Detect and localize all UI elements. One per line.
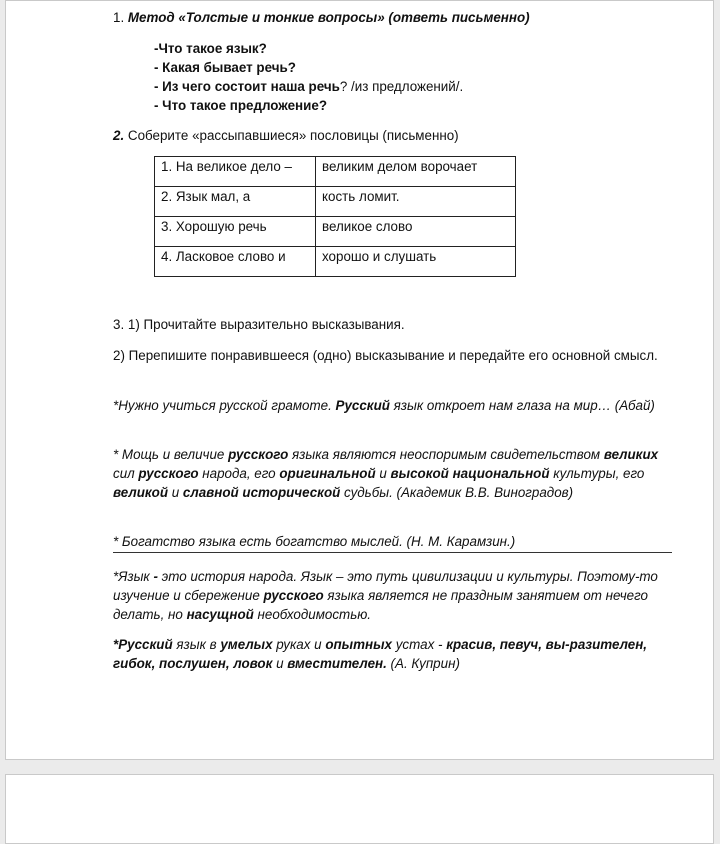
proverb-start-2: 2. Язык мал, а [155,187,316,217]
quote-abai: *Нужно учиться русской грамоте. Русский язык откроет нам глаза на мир… (Абай) [113,398,655,413]
document-page-1 [5,0,714,760]
proverbs-table [154,156,516,277]
task1-title: Метод «Толстые и тонкие вопросы» (ответь письменно) [127,10,530,25]
task3-instruction-2: 2) Перепишите понравившееся (одно) высказывание и передайте его основной смысл. [113,348,658,363]
task1-number: 1. [113,10,125,25]
task1-question-4: - Что такое предложение? [154,98,328,113]
task1-question-3-suffix: ? /из предложений/. [339,79,464,94]
proverb-end-2: кость ломит. [316,187,516,217]
proverb-end-1: великим делом ворочает [316,157,516,187]
table-row [155,247,516,277]
task2-number: 2. [113,128,125,143]
task1-question-2: - Какая бывает речь? [154,60,296,75]
horizontal-rule [113,552,672,553]
task1-question-3: - Из чего состоит наша речь [154,79,340,94]
table-row [155,157,516,187]
proverb-end-3: великое слово [316,217,516,247]
quote-karamzin: * Богатство языка есть богатство мыслей. (Н. М. Карамзин.) [113,534,516,549]
task2-title: Соберите «рассыпавшиеся» пословицы (письменно) [127,128,459,143]
table-row [155,217,516,247]
quote-history: *Язык - это история народа. Язык – это путь цивилизации и культуры. Поэтому-то изучение и сбережение русского языка является не праздным занятием от нечего делать, но насущной необходимостью. [113,569,658,622]
proverb-start-1: 1. На великое дело – [155,157,316,187]
table-row [155,187,516,217]
task1-question-list [154,39,463,115]
task1-question-1: -Что такое язык? [154,41,267,56]
document-page-2 [5,774,714,844]
quote-kuprin: *Русский язык в умелых руках и опытных устах - красив, певуч, вы-разителен, гибок, послушен, ловок и вместителен. (А. Куприн) [113,637,648,671]
task1-heading [113,8,530,27]
proverb-start-4: 4. Ласковое слово и [155,247,316,277]
task3-instruction-1: 3. 1) Прочитайте выразительно высказывания. [113,317,405,332]
proverb-end-4: хорошо и слушать [316,247,516,277]
quote-vinogradov: * Мощь и величие русского языка являются неоспоримым свидетельством великих сил русского народа, его оригинальной и высокой национальной культуры, его великой и славной исторической судьбы. (Академик В.В. Виноградов) [113,447,659,500]
proverb-start-3: 3. Хорошую речь [155,217,316,247]
task2-heading [113,126,459,145]
